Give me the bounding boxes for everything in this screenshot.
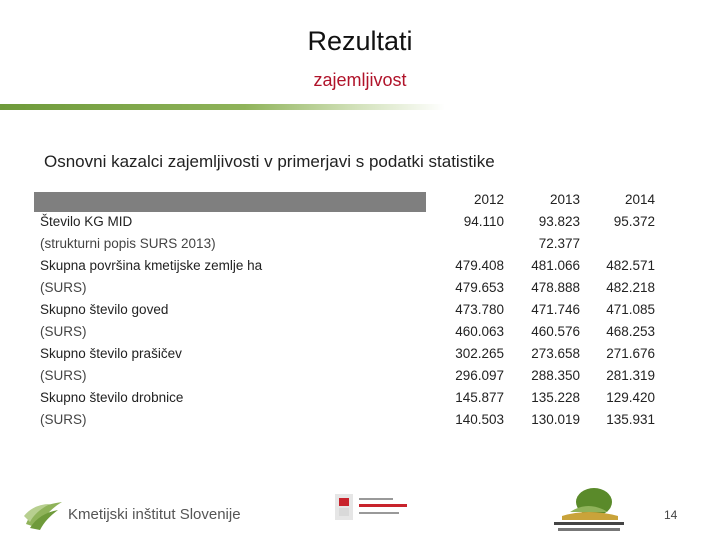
cell-2012: 302.265 [455,346,504,361]
cell-2014: 95.372 [613,214,655,229]
kis-leaf-icon [22,498,66,532]
cell-2013: 72.377 [538,236,580,251]
cell-2012: 296.097 [455,368,504,383]
row-label: (SURS) [40,368,87,383]
cell-2013: 130.019 [531,412,580,427]
partner-logo-center [333,490,413,526]
page-number: 14 [664,508,678,522]
year-header-2013: 2013 [549,192,580,207]
row-label: Skupna površina kmetijske zemlje ha [40,258,263,273]
partner-logo-right [548,482,630,534]
year-header-2014: 2014 [624,192,655,207]
cell-2013: 481.066 [531,258,580,273]
cell-2014: 482.218 [606,280,655,295]
decorative-green-line [0,104,445,110]
cell-2013: 471.746 [531,302,580,317]
cell-2014: 471.085 [606,302,655,317]
row-label: Število KG MID [40,214,133,229]
agri-landscape-icon [548,482,630,534]
cell-2012: 94.110 [463,214,504,229]
cell-2012: 460.063 [455,324,504,339]
cell-2014: 468.253 [606,324,655,339]
cell-2014: 135.931 [606,412,655,427]
cell-2013: 460.576 [531,324,580,339]
cell-2012: 140.503 [455,412,504,427]
row-label: Skupno število goved [40,302,169,317]
cell-2014: 129.420 [606,390,655,405]
section-heading: Osnovni kazalci zajemljivosti v primerjavi s podatki statistike [44,152,495,171]
cell-2013: 288.350 [531,368,580,383]
cell-2013: 93.823 [538,214,580,229]
cell-2012: 479.653 [455,280,504,295]
cell-2012: 479.408 [455,258,504,273]
cell-2012: 473.780 [455,302,504,317]
table-header-bar [34,192,426,212]
kis-logo [22,498,241,532]
cell-2014: 482.571 [606,258,655,273]
slide-title: Rezultati [307,26,413,56]
row-label: (SURS) [40,324,87,339]
row-label: (SURS) [40,280,87,295]
slide-subtitle: zajemljivost [313,70,407,90]
cell-2012: 145.877 [455,390,504,405]
cell-2013: 135.228 [531,390,580,405]
row-label: (strukturni popis SURS 2013) [40,236,216,251]
kis-logo-text: Kmetijski inštitut Slovenije [68,506,241,523]
row-label: Skupno število prašičev [40,346,182,361]
row-label: Skupno število drobnice [40,390,184,405]
partner-emblem-icon [333,490,413,526]
cell-2013: 478.888 [531,280,580,295]
cell-2014: 271.676 [606,346,655,361]
cell-2014: 281.319 [606,368,655,383]
row-label: (SURS) [40,412,87,427]
year-header-2012: 2012 [473,192,504,207]
cell-2013: 273.658 [531,346,580,361]
